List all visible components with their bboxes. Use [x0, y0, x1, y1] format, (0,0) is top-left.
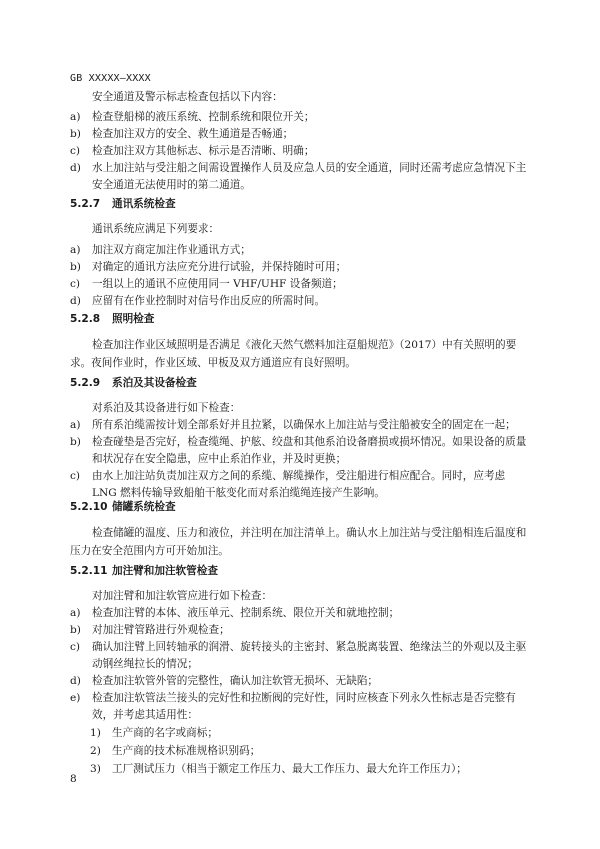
section-5-2-8: [70, 311, 530, 372]
section-heading: 5.2.7 通讯系统检查: [70, 198, 176, 210]
list-item: d) 水上加注站与受注船之间需设置操作人员及应急人员的安全通道，同时还需考虑应急情况下主安全通道无法使用时的第二通道。: [70, 162, 527, 191]
sub-list-item: 2) 生产商的技术标准规格识别码；: [90, 745, 261, 757]
section-5-2-10: [70, 499, 530, 560]
section-heading: 5.2.10 储罐系统检查: [70, 501, 176, 513]
section-intro: 对加注臂和加注软管应进行如下检查：: [92, 590, 273, 602]
safety-passage-section: [70, 89, 530, 194]
list-item: d) 应留有在作业控制时对信号作出反应的所需时间。: [70, 295, 326, 307]
list-item: a) 检查加注臂的本体、液压单元、控制系统、限位开关和就地控制；: [70, 607, 400, 619]
list-item: a) 所有系泊缆需按计划全部系好并且拉紧，以确保水上加注站与受注船被安全的固定在一起；: [70, 419, 516, 431]
section-5-2-7: [70, 196, 530, 310]
page-number: 8: [70, 773, 77, 785]
list-item: b) 检查加注双方的安全、救生通道是否畅通；: [70, 128, 294, 140]
list-item: b) 对确定的通讯方法应充分进行试验，并保持随时可用；: [70, 261, 347, 273]
list-item: c) 由水上加注站负责加注双方之间的系缆、解缆操作，受注船进行相应配合。同时，应考虑 LNG 燃料传输导致船舶干舷变化而对系泊缆绳连接产生影响。: [70, 470, 506, 499]
list-item: c) 检查加注双方其他标志、标示是否清晰、明确；: [70, 145, 315, 157]
section-intro: 对系泊及其设备进行如下检查：: [92, 402, 241, 414]
section-heading: 5.2.8 照明检查: [70, 313, 155, 325]
sub-list-item: 3) 工厂测试压力（相当于额定工作压力、最大工作压力、最大允许工作压力）；: [90, 763, 467, 775]
section-body: 检查储罐的温度、压力和液位，并注明在加注清单上。确认水上加注站与受注船相连后温度和压力在安全范围内方可开始加注。: [70, 527, 527, 557]
list-item: d) 检查加注软管外管的完整性，确认加注软管无损坏、无缺陷；: [70, 675, 379, 687]
list-item: e) 检查加注软管法兰接头的完好性和拉断阀的完好性，同时应核查下列永久性标志是否完整有效，并考虑其适用性：: [70, 692, 516, 721]
standard-number: GB XXXXX—XXXX: [70, 73, 151, 84]
section-intro: 安全通道及警示标志检查包括以下内容：: [92, 91, 283, 103]
section-heading: 5.2.9 系泊及其设备检查: [70, 377, 197, 389]
list-item: b) 检查碰垫是否完好，检查缆绳、护舷、绞盘和其他系泊设备磨损或损坏情况。如果设备的质量和状况存在安全隐患，应中止系泊作业，并及时更换；: [70, 436, 527, 465]
list-item: c) 确认加注臂上回转轴承的润滑、旋转接头的主密封、紧急脱离装置、绝缘法兰的外观以及主驱动钢丝绳拉长的情况；: [70, 641, 527, 670]
section-body: 检查加注作业区域照明是否满足《液化天然气燃料加注趸船规范》（2017）中有关照明的要求。夜间作业时，作业区域、甲板及双方通道应有良好照明。: [70, 339, 517, 369]
section-heading: 5.2.11 加注臂和加注软管检查: [70, 565, 218, 577]
list-item: a) 加注双方商定加注作业通讯方式；: [70, 244, 251, 256]
list-item: b) 对加注臂管路进行外观检查；: [70, 624, 230, 636]
section-5-2-11: [70, 563, 530, 778]
section-5-2-9: [70, 375, 530, 502]
section-intro: 通讯系统应满足下列要求：: [92, 223, 220, 235]
list-item: a) 检查登船梯的液压系统、控制系统和限位开关；: [70, 111, 315, 123]
list-item: c) 一组以上的通讯不应使用同一 VHF/UHF 设备频道；: [70, 278, 343, 290]
sub-list-item: 1) 生产商的名字或商标；: [90, 727, 218, 739]
